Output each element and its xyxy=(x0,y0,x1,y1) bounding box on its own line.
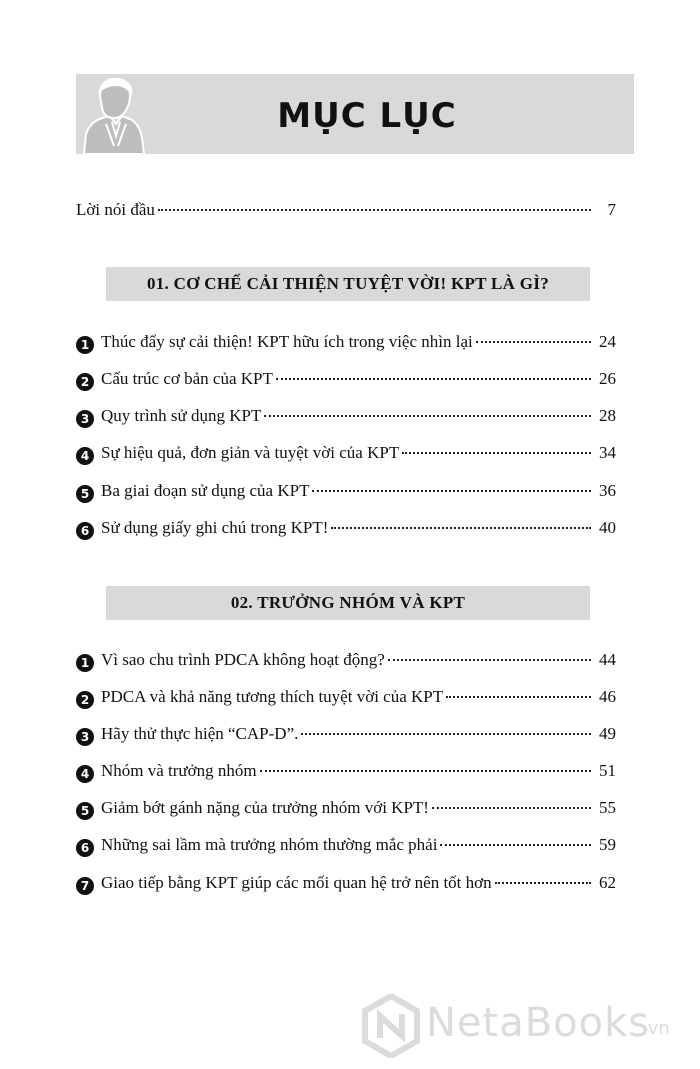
dot-leader xyxy=(446,696,591,698)
toc-entry-page: 7 xyxy=(607,200,616,219)
toc-entry-label: Quy trình sử dụng KPT xyxy=(101,406,262,425)
toc-entry-label: Lời nói đầu xyxy=(76,200,155,219)
toc-entry[interactable] xyxy=(76,798,616,824)
toc-entry[interactable] xyxy=(76,835,616,861)
toc-entry-page: 51 xyxy=(599,761,616,780)
toc-entry-label: Cấu trúc cơ bản của KPT xyxy=(101,369,273,388)
toc-entry-page: 62 xyxy=(599,873,616,892)
watermark-suffix: .vn xyxy=(642,1018,670,1039)
toc-entry-label: Ba giai đoạn sử dụng của KPT xyxy=(101,481,310,500)
toc-entry-label: Những sai lầm mà trưởng nhóm thường mắc phải xyxy=(101,835,438,854)
dot-leader xyxy=(158,209,591,211)
dot-leader xyxy=(331,527,591,529)
number-badge-icon: 7 xyxy=(76,877,94,895)
toc-entry-page: 34 xyxy=(599,443,616,462)
section-heading: 01. CƠ CHẾ CẢI THIỆN TUYỆT VỜI! KPT LÀ GÌ? xyxy=(106,267,590,301)
toc-entry-page: 36 xyxy=(599,481,616,500)
dot-leader xyxy=(495,882,591,884)
toc-entry-label: Thúc đẩy sự cải thiện! KPT hữu ích trong việc nhìn lại xyxy=(101,332,473,351)
toc-entry-page: 55 xyxy=(599,798,616,817)
page-title: MỤC LỤC xyxy=(277,96,457,136)
toc-entry-label: Giao tiếp bằng KPT giúp các mối quan hệ trở nên tốt hơn xyxy=(101,873,492,892)
toc-entry-label: Vì sao chu trình PDCA không hoạt động? xyxy=(101,650,385,669)
watermark xyxy=(362,994,682,1058)
toc-entry-page: 44 xyxy=(599,650,616,669)
dot-leader xyxy=(264,415,591,417)
number-badge-icon: 1 xyxy=(76,654,94,672)
toc-entry[interactable] xyxy=(76,406,616,432)
toc-entry-label: Sử dụng giấy ghi chú trong KPT! xyxy=(101,518,329,537)
toc-entry[interactable] xyxy=(76,518,616,544)
dot-leader xyxy=(260,770,591,772)
number-badge-icon: 1 xyxy=(76,336,94,354)
dot-leader xyxy=(312,490,591,492)
dot-leader xyxy=(388,659,591,661)
number-badge-icon: 6 xyxy=(76,839,94,857)
toc-entry[interactable] xyxy=(76,724,616,750)
toc-entry[interactable] xyxy=(76,650,616,676)
dot-leader xyxy=(276,378,591,380)
toc-entry-label: Nhóm và trưởng nhóm xyxy=(101,761,257,780)
toc-entry-label: Hãy thử thực hiện “CAP-D”. xyxy=(101,724,299,743)
toc-entry-preface[interactable] xyxy=(76,200,616,226)
toc-entry[interactable] xyxy=(76,761,616,787)
dot-leader xyxy=(432,807,591,809)
toc-entry[interactable] xyxy=(76,443,616,469)
number-badge-icon: 5 xyxy=(76,485,94,503)
number-badge-icon: 3 xyxy=(76,410,94,428)
number-badge-icon: 5 xyxy=(76,802,94,820)
toc-header xyxy=(76,74,634,154)
toc-entry-page: 59 xyxy=(599,835,616,854)
number-badge-icon: 3 xyxy=(76,728,94,746)
toc-entry[interactable] xyxy=(76,369,616,395)
toc-entry-page: 40 xyxy=(599,518,616,537)
dot-leader xyxy=(402,452,591,454)
watermark-brand: NetaBooks xyxy=(426,1000,651,1046)
toc-entry[interactable] xyxy=(76,332,616,358)
number-badge-icon: 4 xyxy=(76,447,94,465)
dot-leader xyxy=(476,341,591,343)
toc-entry-page: 28 xyxy=(599,406,616,425)
section-heading: 02. TRƯỞNG NHÓM VÀ KPT xyxy=(106,586,590,620)
number-badge-icon: 4 xyxy=(76,765,94,783)
netabooks-logo-icon xyxy=(362,994,420,1058)
toc-entry-page: 46 xyxy=(599,687,616,706)
toc-entry-page: 26 xyxy=(599,369,616,388)
number-badge-icon: 6 xyxy=(76,522,94,540)
dot-leader xyxy=(301,733,591,735)
toc-entry[interactable] xyxy=(76,687,616,713)
toc-entry-label: PDCA và khả năng tương thích tuyệt vời của KPT xyxy=(101,687,444,706)
toc-entry-page: 49 xyxy=(599,724,616,743)
toc-entry-label: Giảm bớt gánh nặng của trưởng nhóm với KPT! xyxy=(101,798,429,817)
toc-entry[interactable] xyxy=(76,873,616,899)
number-badge-icon: 2 xyxy=(76,373,94,391)
number-badge-icon: 2 xyxy=(76,691,94,709)
dot-leader xyxy=(440,844,591,846)
toc-entry[interactable] xyxy=(76,481,616,507)
toc-entry-label: Sự hiệu quả, đơn giản và tuyệt vời của KPT xyxy=(101,443,400,462)
toc-entry-page: 24 xyxy=(599,332,616,351)
